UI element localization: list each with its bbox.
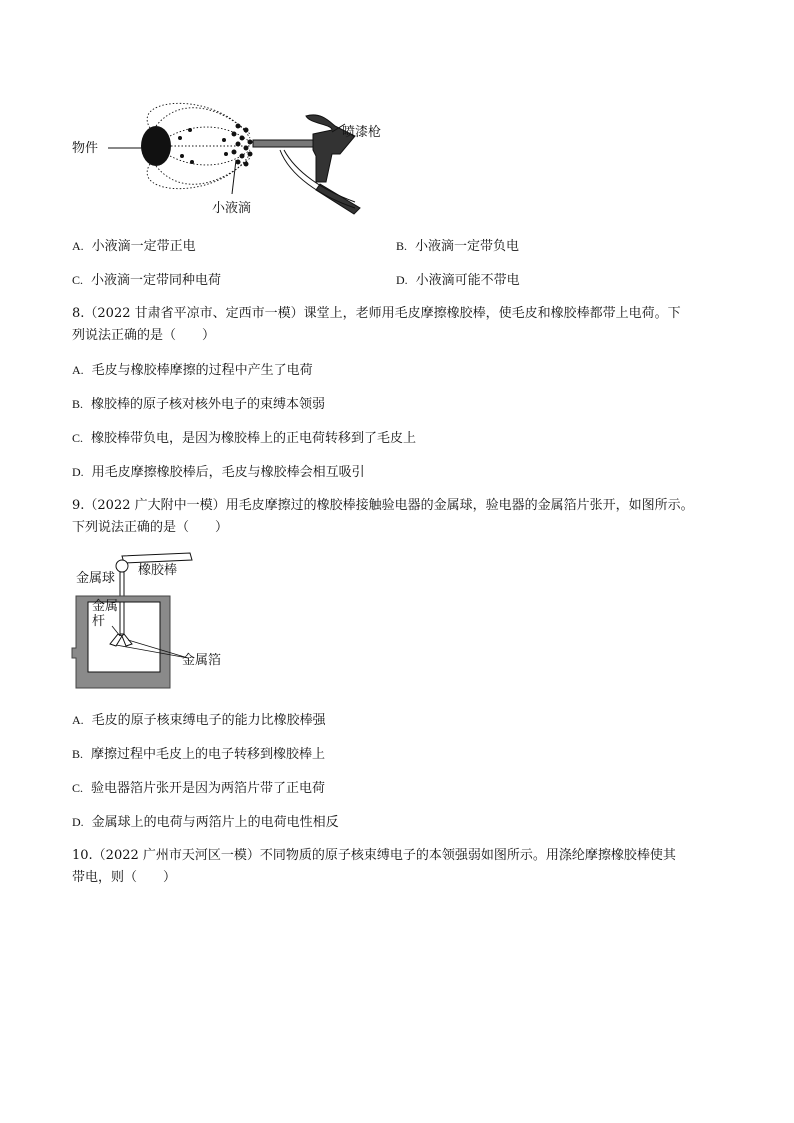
q8-stem-line1: 8.（2022 甘肃省平凉市、定西市一模）课堂上，老师用毛皮摩擦橡胶棒，使毛皮和橡胶棒都带上电荷。下 bbox=[72, 306, 681, 321]
q8-option-b bbox=[72, 396, 325, 413]
option-text: 小液滴一定带正电 bbox=[91, 239, 196, 254]
metal-pole-label-2: 杆 bbox=[92, 614, 106, 629]
spray-gun-figure bbox=[70, 96, 400, 226]
q7-option-a bbox=[72, 238, 196, 255]
q8-option-c bbox=[72, 430, 416, 447]
option-text: 验电器箔片张开是因为两箔片带了正电荷 bbox=[91, 781, 326, 796]
option-letter: A. bbox=[72, 363, 84, 377]
option-letter: D. bbox=[72, 815, 84, 829]
option-letter: C. bbox=[72, 273, 84, 287]
option-letter: B. bbox=[72, 397, 84, 411]
option-text: 小液滴可能不带电 bbox=[415, 273, 520, 288]
option-text: 毛皮与橡胶棒摩擦的过程中产生了电荷 bbox=[91, 363, 313, 378]
option-letter: B. bbox=[396, 239, 408, 253]
option-letter: A. bbox=[72, 239, 84, 253]
option-letter: D. bbox=[396, 273, 408, 287]
option-text: 用毛皮摩擦橡胶棒后，毛皮与橡胶棒会相互吸引 bbox=[91, 465, 365, 480]
q8-option-a bbox=[72, 362, 313, 379]
option-text: 摩擦过程中毛皮上的电子转移到橡胶棒上 bbox=[91, 747, 326, 762]
electroscope-figure bbox=[70, 548, 270, 693]
option-letter: B. bbox=[72, 747, 84, 761]
q9-stem-line2: 下列说法正确的是（ ） bbox=[72, 520, 229, 535]
q7-option-d bbox=[396, 272, 520, 289]
q8-stem-line2: 列说法正确的是（ ） bbox=[72, 328, 216, 343]
q10-stem-line2: 带电，则（ ） bbox=[72, 870, 177, 885]
q10-stem-line1: 10.（2022 广州市天河区一模）不同物质的原子核束缚电子的本领强弱如图所示。用涤纶摩擦橡胶棒使其 bbox=[72, 848, 676, 863]
q9-option-b bbox=[72, 746, 325, 763]
q9-stem-line1: 9.（2022 广大附中一模）用毛皮摩擦过的橡胶棒接触验电器的金属球，验电器的金属箔片张开，如图所示。 bbox=[72, 498, 694, 513]
q9-option-a bbox=[72, 712, 326, 729]
droplets-label: 小液滴 bbox=[212, 201, 252, 216]
option-text: 金属球上的电荷与两箔片上的电荷电性相反 bbox=[91, 815, 339, 830]
q8-option-d bbox=[72, 464, 365, 481]
option-text: 小液滴一定带负电 bbox=[415, 239, 520, 254]
option-text: 毛皮的原子核束缚电子的能力比橡胶棒强 bbox=[91, 713, 326, 728]
option-letter: D. bbox=[72, 465, 84, 479]
option-letter: C. bbox=[72, 781, 84, 795]
q7-option-b bbox=[396, 238, 519, 255]
object-label: 物件 bbox=[72, 141, 99, 156]
option-letter: C. bbox=[72, 431, 84, 445]
q9-option-d bbox=[72, 814, 339, 831]
q7-option-c bbox=[72, 272, 221, 289]
option-text: 小液滴一定带同种电荷 bbox=[91, 273, 222, 288]
metal-ball-label: 金属球 bbox=[76, 571, 116, 586]
q9-option-c bbox=[72, 780, 325, 797]
rubber-rod-label: 橡胶棒 bbox=[138, 563, 178, 578]
spray-gun-label: 喷漆枪 bbox=[342, 125, 382, 140]
option-letter: A. bbox=[72, 713, 84, 727]
option-text: 橡胶棒的原子核对核外电子的束缚本领弱 bbox=[91, 397, 326, 412]
metal-foil-label: 金属箔 bbox=[182, 653, 222, 668]
metal-pole-label-1: 金属 bbox=[92, 599, 119, 614]
option-text: 橡胶棒带负电，是因为橡胶棒上的正电荷转移到了毛皮上 bbox=[91, 431, 417, 446]
